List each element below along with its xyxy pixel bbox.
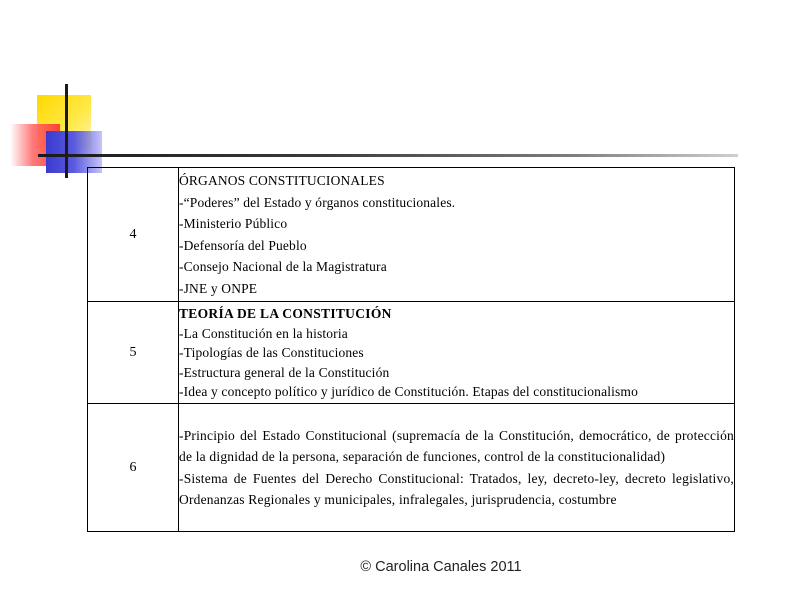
list-item: -La Constitución en la historia: [179, 325, 348, 341]
paragraph: -Principio del Estado Constitucional (supremacía de la Constitución, democrático, de protección de la dignidad de la persona, separación de funciones, control de la constitucionalidad): [179, 427, 734, 464]
paragraph: -Sistema de Fuentes del Derecho Constitucional: Tratados, ley, decreto-ley, decreto legislativo, Ordenanzas Regionales y municipales, infralegales, jurisprudencia, costumbre: [179, 470, 734, 507]
row-number: 6: [88, 404, 179, 532]
horizontal-rule: [38, 154, 738, 157]
row-number: 5: [88, 302, 179, 404]
row-heading: TEORÍA DE LA CONSTITUCIÓN: [179, 305, 392, 321]
row-number: 4: [88, 168, 179, 302]
row-description: [179, 404, 735, 532]
list-item: -Idea y concepto político y jurídico de Constitución. Etapas del constitucionalismo: [179, 384, 638, 399]
copyright-footer: © Carolina Canales 2011: [360, 559, 522, 575]
list-item: -Consejo Nacional de la Magistratura: [179, 259, 387, 274]
list-item: -Defensoría del Pueblo: [179, 237, 307, 253]
list-item: -Tipologías de las Constituciones: [179, 345, 364, 360]
list-item: -JNE y ONPE: [179, 280, 258, 296]
table-row: [88, 404, 735, 532]
list-item: -Estructura general de la Constitución: [179, 364, 390, 380]
row-heading: ÓRGANOS CONSTITUCIONALES: [179, 173, 385, 188]
vertical-rule: [65, 84, 68, 178]
row-description: [179, 302, 735, 404]
table-row: [88, 302, 735, 404]
table-row: [88, 168, 735, 302]
list-item: -“Poderes” del Estado y órganos constitucionales.: [179, 194, 456, 210]
row-description: [179, 168, 735, 302]
list-item: -Ministerio Público: [179, 216, 288, 231]
syllabus-table: [87, 167, 735, 532]
